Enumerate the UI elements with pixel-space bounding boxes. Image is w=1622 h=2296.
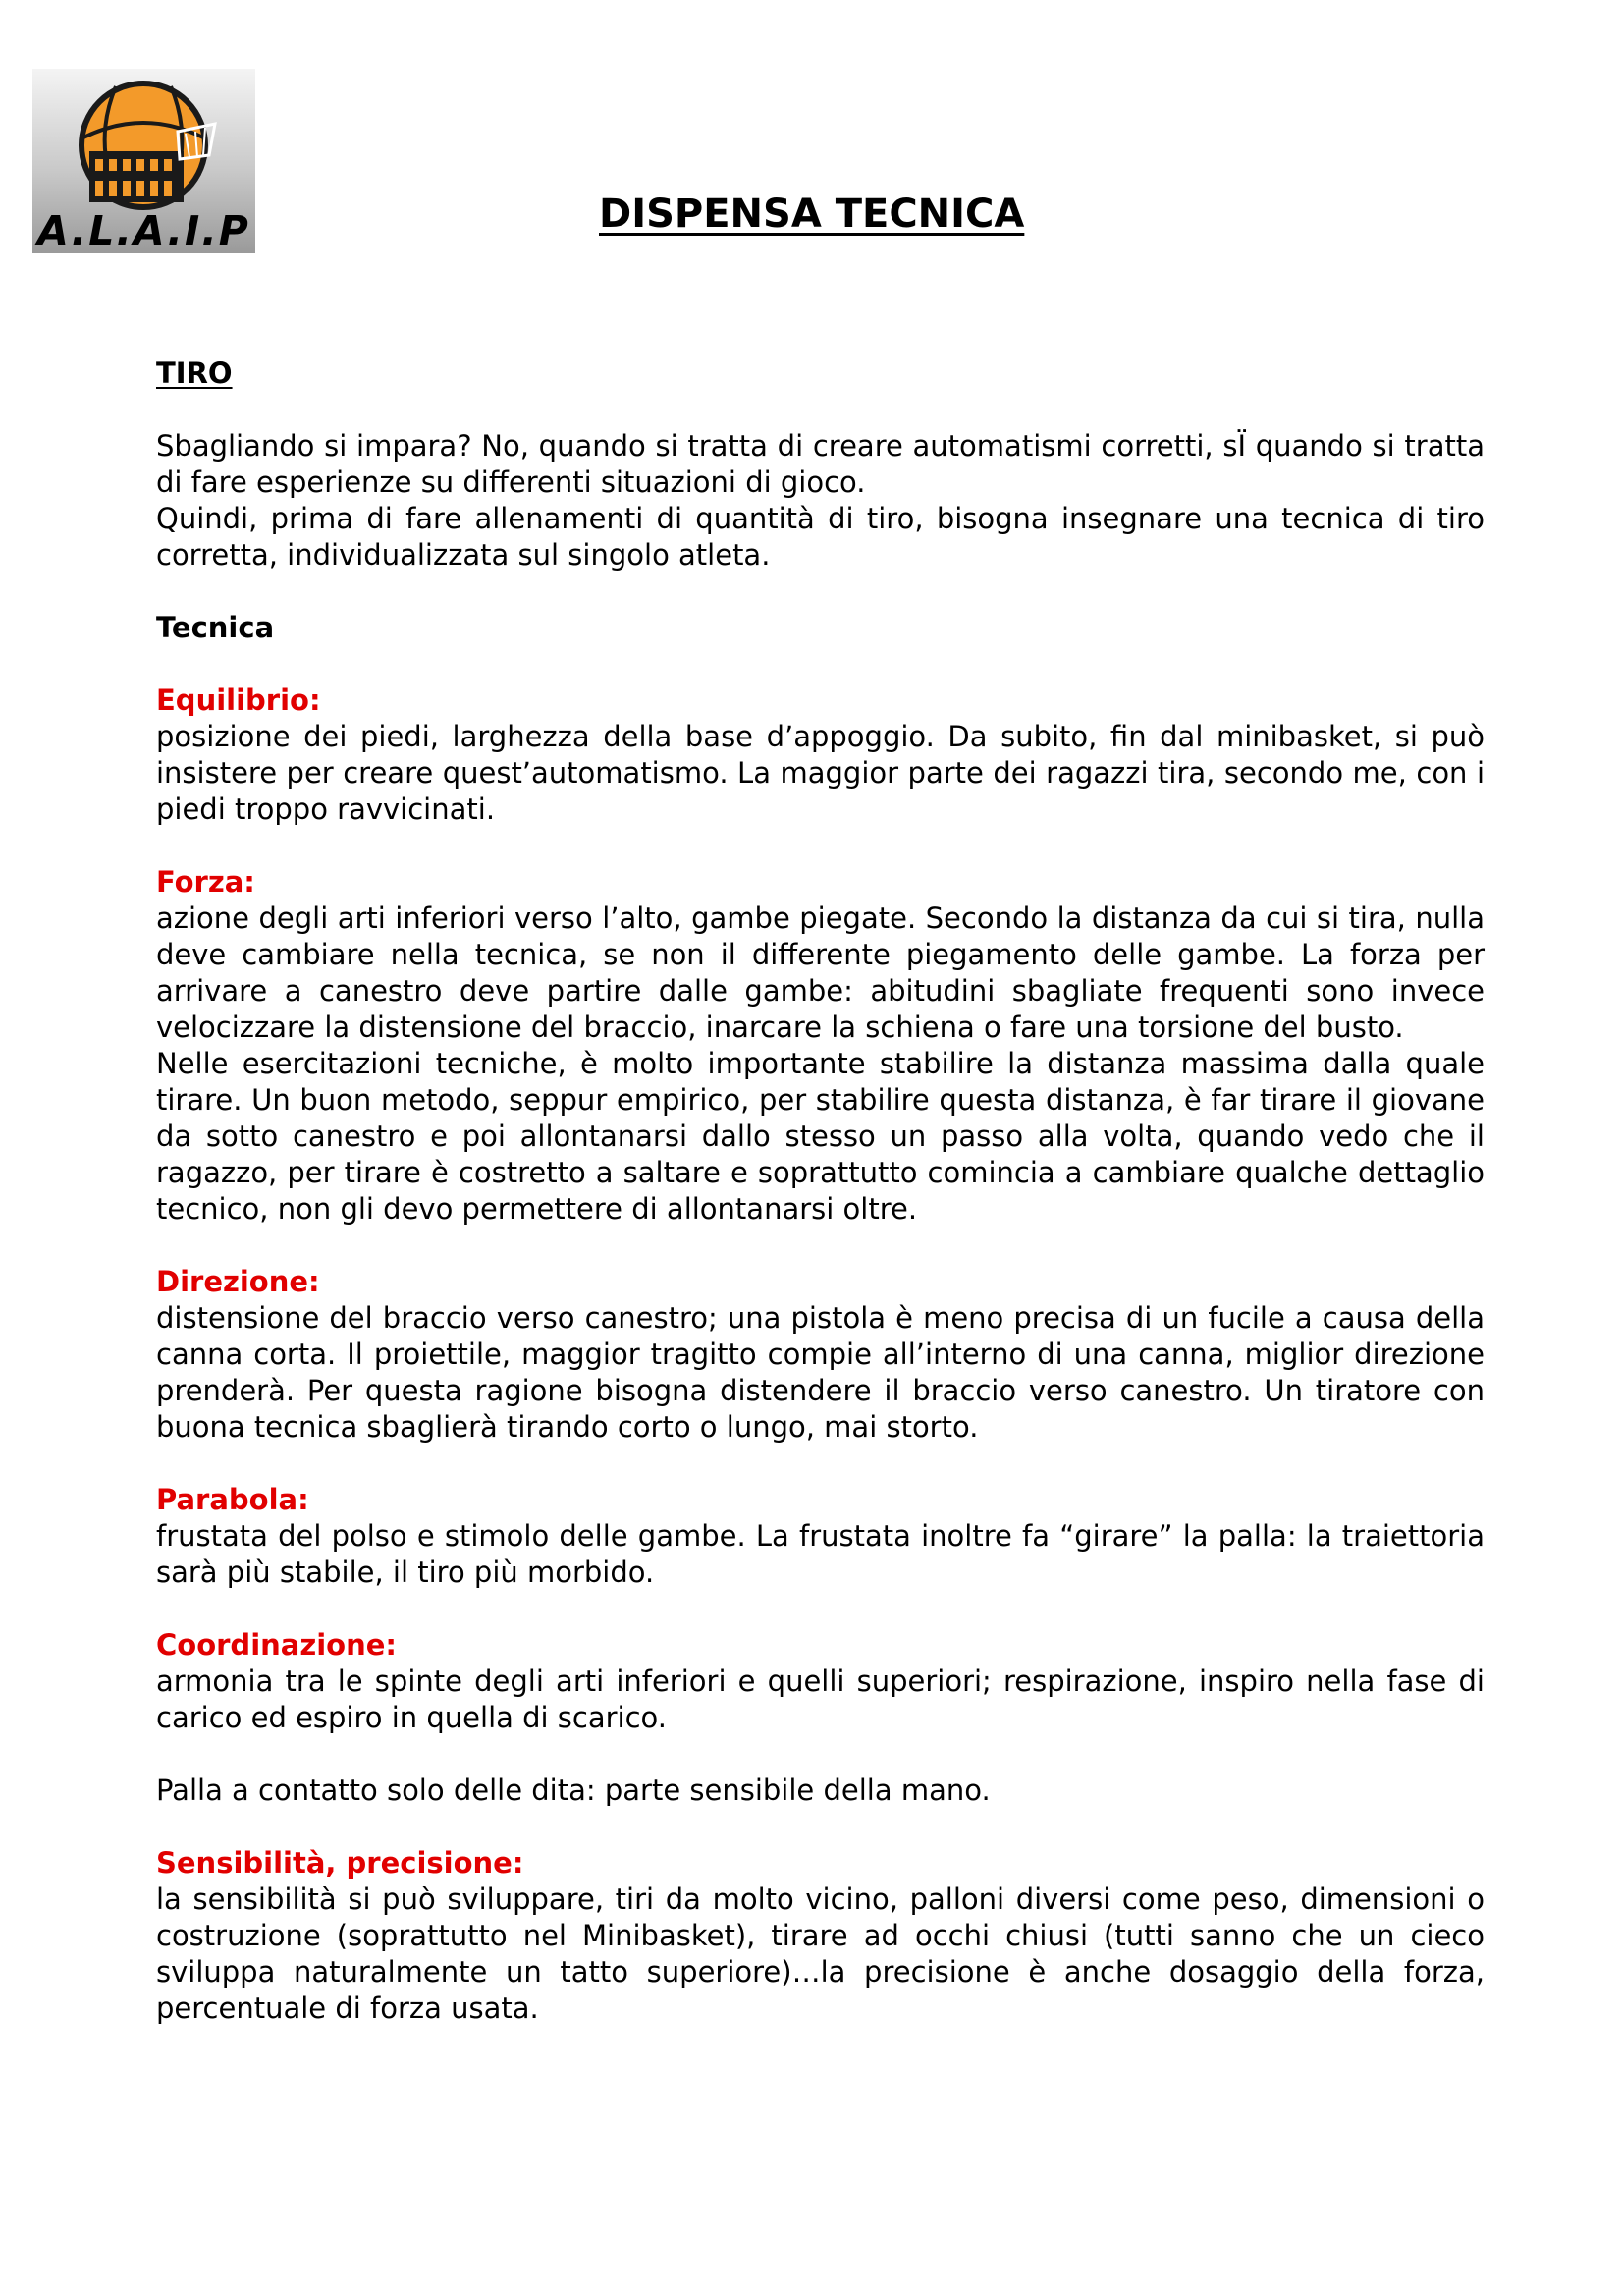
basketball-colosseum-icon	[32, 69, 255, 216]
intro-paragraph: Quindi, prima di fare allenamenti di quantità di tiro, bisogna insegnare una tecnica di tiro corretta, individualizzata sul singolo atleta.	[156, 502, 1485, 572]
item-heading-forza: Forza:	[156, 865, 255, 899]
item-heading-equilibrio: Equilibrio:	[156, 683, 321, 717]
alaip-logo	[32, 69, 255, 253]
item-heading-coordinazione: Coordinazione:	[156, 1628, 397, 1662]
item-paragraph: azione degli arti inferiori verso l’alto, gambe piegate. Secondo la distanza da cui si tira, nulla deve cambiare nella tecnica, se non il differente piegamento delle gambe. La forza per arrivare a canestro deve partire dalle gambe: abitudini sbagliate frequenti sono invece velocizzare la distensione del braccio, inarcare la schiena o fare una torsione del busto.	[156, 902, 1485, 1044]
item-paragraph: distensione del braccio verso canestro; una pistola è meno precisa di un fucile a causa della canna corta. Il proiettile, maggior tragitto compie all’interno di una canna, miglior direzione prenderà. Per questa ragione bisogna distendere il braccio verso canestro. Un tiratore con buona tecnica sbaglierà tirando corto o lungo, mai storto.	[156, 1301, 1485, 1444]
item-paragraph: frustata del polso e stimolo delle gambe. La frustata inoltre fa “girare” la palla: la traiettoria sarà più stabile, il tiro più morbido.	[156, 1519, 1485, 1589]
item-paragraph: la sensibilità si può sviluppare, tiri da molto vicino, palloni diversi come peso, dimensioni o costruzione (soprattutto nel Minibasket), tirare ad occhi chiusi (tutti sanno che un cieco sviluppa naturalmente un tatto superiore)…la precisione è anche dosaggio della forza, percentuale di forza usata.	[156, 1883, 1485, 2025]
intro-paragraph: Sbagliando si impara? No, quando si tratta di creare automatismi corretti, sÏ quando si tratta di fare esperienze su differenti situazioni di gioco.	[156, 429, 1485, 499]
item-heading-sensibilita: Sensibilità, precisione:	[156, 1846, 524, 1880]
item-heading-direzione: Direzione:	[156, 1265, 320, 1298]
subheading: Tecnica	[156, 611, 275, 644]
item-paragraph: Nelle esercitazioni tecniche, è molto importante stabilire la distanza massima dalla quale tirare. Un buon metodo, seppur empirico, per stabilire questa distanza, è far tirare il giovane da sotto canestro e poi allontanarsi dallo stesso un passo alla volta, quando vedo che il ragazzo, per tirare è costretto a saltare e soprattutto comincia a cambiare qualche dettaglio tecnico, non gli devo permettere di allontanarsi oltre.	[156, 1047, 1485, 1226]
logo-text: A.L.A.I.P	[37, 207, 250, 253]
item-heading-parabola: Parabola:	[156, 1483, 309, 1516]
section-heading: TIRO	[156, 356, 233, 390]
item-paragraph: armonia tra le spinte degli arti inferiori e quelli superiori; respirazione, inspiro nella fase di carico ed espiro in quella di scarico.	[156, 1665, 1485, 1734]
note-paragraph: Palla a contatto solo delle dita: parte sensibile della mano.	[156, 1774, 991, 1807]
item-paragraph: posizione dei piedi, larghezza della base d’appoggio. Da subito, fin dal minibasket, si può insistere per creare quest’automatismo. La maggior parte dei ragazzi tira, secondo me, con i piedi troppo ravvicinati.	[156, 720, 1485, 826]
document-body	[156, 355, 1485, 2027]
document-title: DISPENSA TECNICA	[599, 191, 1025, 237]
